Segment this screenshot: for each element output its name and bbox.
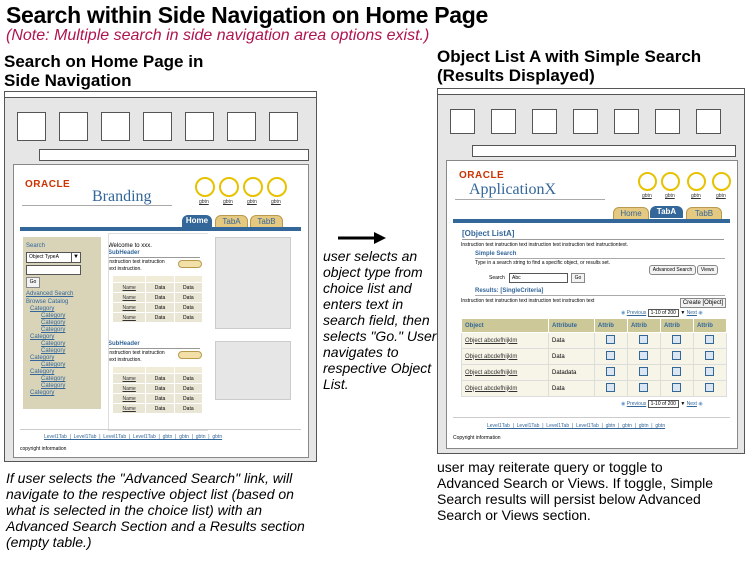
instruction-2a: Instruction text instruction xyxy=(108,350,165,356)
browse-catalog-label: Browse Catalog xyxy=(26,299,69,305)
go-button[interactable]: Go xyxy=(571,273,585,283)
oracle-logo: ORACLE xyxy=(25,179,71,190)
tab-taba[interactable]: TabA xyxy=(215,215,248,228)
toolbar-button xyxy=(532,109,557,134)
pagination-top xyxy=(621,309,703,317)
cell: Data xyxy=(174,384,202,394)
previous-link[interactable]: Previous xyxy=(626,310,647,316)
object-type-select-value: Object TypeA xyxy=(29,254,59,260)
range-select[interactable]: 1-10 of 200 xyxy=(648,400,679,408)
create-object-button[interactable]: Create [Object] xyxy=(680,298,726,308)
range-select[interactable]: 1-10 of 200 xyxy=(648,309,679,317)
category-link[interactable]: Category xyxy=(41,348,66,354)
page-title: [Object ListA] xyxy=(462,229,515,238)
checkbox[interactable] xyxy=(705,383,714,392)
right-annotation: user may reiterate query or toggle to Advanced Search or Views. If toggle, Simple Search results will persist below Advanced Search or Views section. xyxy=(437,459,714,523)
tab-bar-line xyxy=(453,219,730,223)
results-table xyxy=(461,318,727,397)
global-button-icon[interactable] xyxy=(661,172,680,191)
tab-tabb[interactable]: TabB xyxy=(686,207,722,220)
views-button[interactable]: Views xyxy=(697,265,718,275)
column-header[interactable]: Attrib xyxy=(627,319,660,333)
table-row xyxy=(462,333,727,349)
cell: Data xyxy=(146,394,174,404)
toolbar-button xyxy=(696,109,721,134)
toolbar-button xyxy=(614,109,639,134)
cell: Data xyxy=(146,384,174,394)
page-title-rule xyxy=(462,239,724,240)
results-header: Results: [SingleCriteria] xyxy=(475,288,544,294)
checkbox[interactable] xyxy=(639,367,648,376)
checkbox[interactable] xyxy=(672,335,681,344)
flow-description: user selects an object type from choice list and enters text in search field, then selects "Go." User navigates to respective Object List. xyxy=(323,248,437,392)
table-row xyxy=(462,349,727,365)
content-placeholder xyxy=(215,341,291,400)
previous-link[interactable]: Previous xyxy=(626,401,647,407)
name-link[interactable]: Name xyxy=(113,313,146,323)
results-instruction: Instruction text instruction text instruction text instruction text xyxy=(461,298,595,304)
side-navigation xyxy=(23,237,101,409)
instruction-2b: text instruction. xyxy=(108,357,142,363)
left-heading-line2: Side Navigation xyxy=(4,71,132,90)
chevron-down-icon[interactable]: ▼ xyxy=(680,401,686,407)
checkbox[interactable] xyxy=(705,335,714,344)
pagination-bottom xyxy=(621,400,703,408)
toolbar-button xyxy=(269,112,298,141)
tab-tabb[interactable]: TabB xyxy=(250,215,283,228)
address-bar xyxy=(39,149,309,161)
checkbox[interactable] xyxy=(672,383,681,392)
content-border xyxy=(108,233,208,431)
global-link[interactable]: gbtn xyxy=(691,193,701,199)
footer-links[interactable]: Level1Tab | Level1Tab | Level1Tab | Level1Tab | gbtn | gbtn | gbtn | gbtn xyxy=(487,423,666,429)
name-link[interactable]: Name xyxy=(113,293,146,303)
address-bar xyxy=(472,145,736,157)
name-link[interactable]: Name xyxy=(113,374,146,384)
name-link[interactable]: Name xyxy=(113,404,146,414)
subheader-2: SubHeader xyxy=(108,341,140,347)
right-browser-frame xyxy=(437,94,745,454)
left-browser-frame xyxy=(4,97,317,462)
checkbox[interactable] xyxy=(606,335,615,344)
column-header[interactable]: Attrib xyxy=(660,319,693,333)
right-heading-line1: Object List A with Simple Search xyxy=(437,47,702,66)
global-button-icon[interactable] xyxy=(267,177,287,197)
category-link[interactable]: Category xyxy=(30,355,55,361)
welcome-text: Welcome to xxx. xyxy=(108,243,152,249)
category-link[interactable]: Category xyxy=(41,327,66,333)
left-heading xyxy=(4,52,203,90)
next-link[interactable]: Next xyxy=(686,401,697,407)
category-link[interactable]: Category xyxy=(41,383,66,389)
cell: Data xyxy=(174,313,202,323)
right-heading-line2: (Results Displayed) xyxy=(437,66,595,85)
object-link[interactable]: Object abcdefhijklm xyxy=(462,349,549,365)
category-link[interactable]: Category xyxy=(41,341,66,347)
toolbar-button xyxy=(185,112,214,141)
category-link[interactable]: Category xyxy=(30,306,55,312)
column-header[interactable]: Attrib xyxy=(594,319,627,333)
cell: Data xyxy=(146,313,174,323)
column-header[interactable]: Object xyxy=(462,319,549,333)
tab-home[interactable]: Home xyxy=(613,207,649,220)
object-link[interactable]: Object abcdefhijklm xyxy=(462,333,549,349)
results-rule xyxy=(475,295,725,296)
copyright: copyright information xyxy=(20,446,67,452)
go-button[interactable]: Go xyxy=(26,277,40,288)
instruction-1a: Instruction text instruction xyxy=(108,259,165,265)
footer-rule xyxy=(20,429,301,430)
diagram-title: Search within Side Navigation on Home Page xyxy=(6,2,489,28)
object-link[interactable]: Object abcdefhijklm xyxy=(462,381,549,397)
toolbar-button xyxy=(573,109,598,134)
toolbar-button xyxy=(17,112,46,141)
category-list xyxy=(26,306,65,397)
branding-text: Branding xyxy=(92,188,152,205)
toolbar-button xyxy=(101,112,130,141)
next-link[interactable]: Next xyxy=(686,310,697,316)
cell: Data xyxy=(174,303,202,313)
toolbar-button xyxy=(143,112,172,141)
instruction-1b: text instruction. xyxy=(108,266,142,272)
advanced-search-button[interactable]: Advanced Search xyxy=(649,265,696,275)
toolbar-button xyxy=(491,109,516,134)
checkbox[interactable] xyxy=(672,367,681,376)
checkbox[interactable] xyxy=(639,351,648,360)
toolbar-button xyxy=(59,112,88,141)
left-annotation: If user selects the "Advanced Search" link, will navigate to the respective object list (based on what is selected in the choice list) with an Advanced Search Section and a Results section (empty table.) xyxy=(6,470,305,550)
right-page xyxy=(446,160,738,449)
checkbox[interactable] xyxy=(639,335,648,344)
category-link[interactable]: Category xyxy=(41,320,66,326)
search-hint: Type in a search string to find a specific object, or results set. xyxy=(475,260,611,266)
previous-icon[interactable]: ◉ xyxy=(621,401,626,407)
cell: Data xyxy=(174,293,202,303)
checkbox[interactable] xyxy=(606,351,615,360)
tab-taba[interactable]: TabA xyxy=(650,206,683,218)
brand-rule xyxy=(22,205,172,206)
global-link[interactable]: gbtn xyxy=(247,199,257,205)
subheader-1: SubHeader xyxy=(108,250,140,256)
cell: Data xyxy=(146,374,174,384)
cell: Data xyxy=(174,374,202,384)
global-button-icon[interactable] xyxy=(712,172,731,191)
diagram-note: (Note: Multiple search in side navigation area options exist.) xyxy=(6,27,430,44)
global-button-icon[interactable] xyxy=(687,172,706,191)
cell: Data xyxy=(174,283,202,293)
category-link[interactable]: Category xyxy=(30,390,55,396)
footer-links[interactable]: Level1Tab | Level1Tab | Level1Tab | Level1Tab | gbtn | gbtn | gbtn | gbtn xyxy=(44,434,223,440)
next-icon[interactable]: ◉ xyxy=(698,401,703,407)
left-page xyxy=(13,164,309,458)
table-row xyxy=(462,365,727,381)
right-heading xyxy=(437,47,701,85)
global-button-icon[interactable] xyxy=(638,172,657,191)
category-link[interactable]: Category xyxy=(30,334,55,340)
global-link[interactable]: gbtn xyxy=(716,193,726,199)
checkbox[interactable] xyxy=(606,383,615,392)
cell: Data xyxy=(146,404,174,414)
chevron-down-icon[interactable]: ▼ xyxy=(680,310,686,316)
cell: Data xyxy=(146,303,174,313)
column-header[interactable]: Attribute xyxy=(549,319,595,333)
brand-rule xyxy=(455,199,605,200)
toolbar-button xyxy=(227,112,256,141)
object-link[interactable]: Object abcdefhijklm xyxy=(462,365,549,381)
simple-search-rule xyxy=(475,258,725,259)
oracle-logo: ORACLE xyxy=(459,170,505,181)
advanced-search-link[interactable]: Advanced Search xyxy=(26,291,74,297)
flow-arrow-icon xyxy=(336,231,388,245)
cell: Data xyxy=(174,394,202,404)
checkbox[interactable] xyxy=(705,351,714,360)
checkbox[interactable] xyxy=(705,367,714,376)
simple-search-header: Simple Search xyxy=(475,251,517,257)
global-link[interactable]: gbtn xyxy=(665,193,675,199)
attribute-cell: Data xyxy=(549,381,595,397)
attribute-cell: Data xyxy=(549,333,595,349)
attribute-cell: Data xyxy=(549,349,595,365)
side-search-label: Search xyxy=(26,243,46,249)
global-link[interactable]: gbtn xyxy=(199,199,209,205)
category-link[interactable]: Category xyxy=(41,313,66,319)
chevron-down-icon[interactable]: ▼ xyxy=(71,252,81,263)
checkbox[interactable] xyxy=(672,351,681,360)
page-instruction: Instruction text instruction text instruction text instruction text instructiontext. xyxy=(461,242,629,248)
content-placeholder xyxy=(215,237,291,329)
side-search-input[interactable] xyxy=(26,265,81,275)
search-input[interactable]: Abc xyxy=(509,273,568,283)
checkbox[interactable] xyxy=(639,383,648,392)
global-button-icon[interactable] xyxy=(219,177,239,197)
global-button-icon[interactable] xyxy=(243,177,263,197)
cell: Data xyxy=(146,283,174,293)
name-link[interactable]: Name xyxy=(113,303,146,313)
global-link[interactable]: gbtn xyxy=(223,199,233,205)
category-link[interactable]: Category xyxy=(41,362,66,368)
global-button-icon[interactable] xyxy=(195,177,215,197)
tab-home[interactable]: Home xyxy=(182,215,212,227)
toolbar-button xyxy=(655,109,680,134)
toolbar-button xyxy=(450,109,475,134)
name-link[interactable]: Name xyxy=(113,384,146,394)
cell: Data xyxy=(146,293,174,303)
attribute-cell: Datadata xyxy=(549,365,595,381)
footer-rule xyxy=(453,417,730,418)
column-header[interactable]: Attrib xyxy=(693,319,726,333)
name-link[interactable]: Name xyxy=(113,394,146,404)
left-heading-line1: Search on Home Page in xyxy=(4,52,204,71)
copyright: Copyright information xyxy=(453,435,501,441)
checkbox[interactable] xyxy=(606,367,615,376)
category-link[interactable]: Category xyxy=(30,369,55,375)
search-label: Search xyxy=(489,275,505,281)
global-link[interactable]: gbtn xyxy=(642,193,652,199)
global-link[interactable]: gbtn xyxy=(271,199,281,205)
category-link[interactable]: Category xyxy=(41,376,66,382)
application-name: ApplicationX xyxy=(469,181,557,198)
name-link[interactable]: Name xyxy=(113,283,146,293)
previous-icon[interactable]: ◉ xyxy=(621,310,626,316)
next-icon[interactable]: ◉ xyxy=(698,310,703,316)
tab-bar-line xyxy=(20,227,301,231)
table-row xyxy=(462,381,727,397)
results-header-row xyxy=(462,319,727,333)
cell: Data xyxy=(174,404,202,414)
